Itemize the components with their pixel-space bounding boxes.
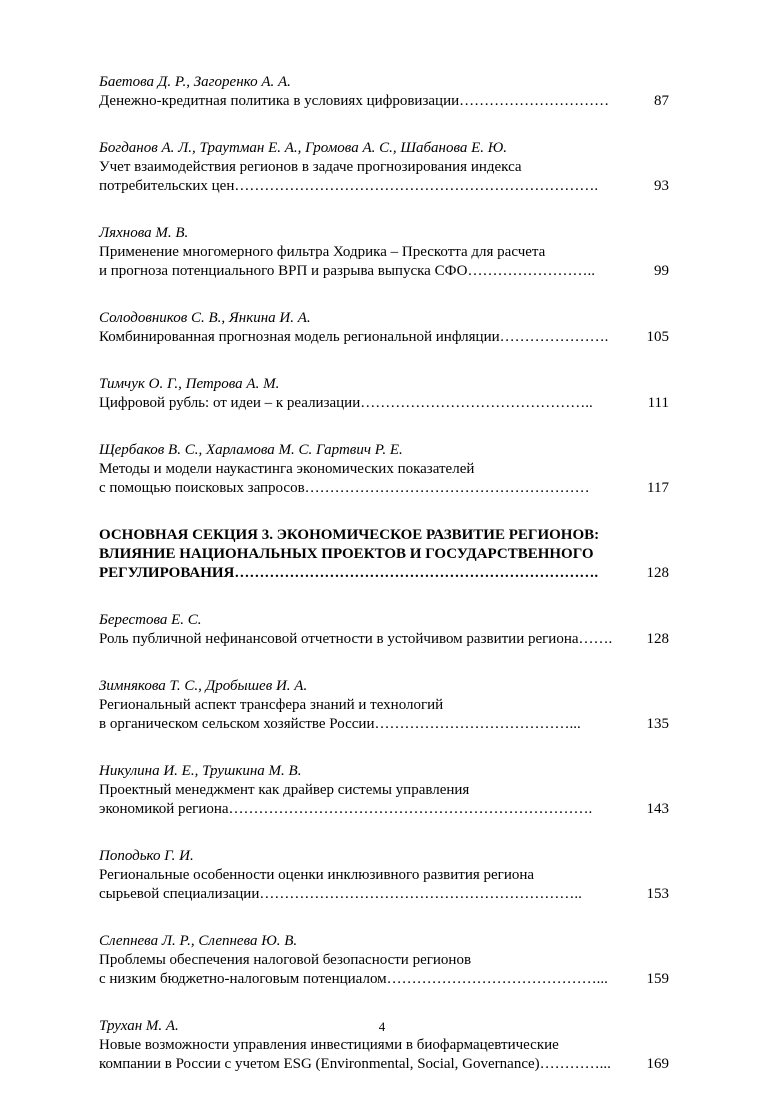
- section-title-line: ВЛИЯНИЕ НАЦИОНАЛЬНЫХ ПРОЕКТОВ И ГОСУДАРСТВЕННОГО: [99, 546, 594, 562]
- entry-authors: Солодовников С. В., Янкина И. А.: [99, 310, 311, 326]
- entry-title-line[interactable]: [99, 92, 669, 111]
- entry-title: с низким бюджетно-налоговым потенциалом……………………………………...: [99, 971, 608, 987]
- toc-entry: [99, 441, 669, 498]
- entry-authors: Трухан М. А.: [99, 1018, 179, 1034]
- toc-entry: [99, 375, 669, 413]
- entry-page-number: 111: [647, 395, 669, 411]
- toc-entry: [99, 677, 669, 734]
- entry-page-number: 93: [654, 178, 669, 194]
- entry-title: с помощью поисковых запросов…………………………………………………: [99, 480, 590, 496]
- entry-authors: Зимнякова Т. С., Дробышев И. А.: [99, 678, 308, 694]
- toc-entry: [99, 139, 669, 196]
- entry-title: компании в России с учетом ESG (Environmental, Social, Governance)…………...: [99, 1056, 611, 1072]
- entry-title-line[interactable]: [99, 715, 669, 734]
- toc-entry: [99, 309, 669, 347]
- entry-authors: Берестова Е. С.: [99, 612, 202, 628]
- entry-authors: Баетова Д. Р., Загоренко А. А.: [99, 74, 291, 90]
- toc-entry: [99, 847, 669, 904]
- toc-entry: [99, 611, 669, 649]
- entry-authors: Слепнева Л. Р., Слепнева Ю. В.: [99, 933, 298, 949]
- entry-title-line[interactable]: [99, 1055, 669, 1074]
- entry-authors: Поподько Г. И.: [99, 848, 194, 864]
- toc-entry: [99, 224, 669, 281]
- entry-title: Цифровой рубль: от идеи – к реализации………………………………………..: [99, 395, 593, 411]
- toc-entry: [99, 762, 669, 819]
- entry-page-number: 153: [646, 886, 669, 902]
- table-of-contents: [99, 73, 669, 1102]
- entry-title: в органическом сельском хозяйстве России…………………………………...: [99, 716, 581, 732]
- entry-title: Комбинированная прогнозная модель региональной инфляции………………….: [99, 329, 609, 345]
- entry-title: Роль публичной нефинансовой отчетности в устойчивом развитии региона…….: [99, 631, 613, 647]
- entry-title: потребительских цен……………………………………………………………….: [99, 178, 599, 194]
- page-number: 4: [378, 1019, 386, 1034]
- entry-title-line[interactable]: [99, 394, 669, 413]
- entry-title-line: Применение многомерного фильтра Ходрика – Прескотта для расчета: [99, 244, 546, 260]
- entry-page-number: 135: [646, 716, 669, 732]
- section-page-number: 128: [646, 565, 669, 581]
- entry-page-number: 87: [654, 93, 669, 109]
- entry-title: сырьевой специализации………………………………………………………..: [99, 886, 582, 902]
- entry-title-line[interactable]: [99, 479, 669, 498]
- entry-title-line[interactable]: [99, 885, 669, 904]
- entry-page-number: 105: [646, 329, 669, 345]
- entry-title-line: Новые возможности управления инвестициями в биофармацевтические: [99, 1037, 559, 1053]
- entry-title: и прогноза потенциального ВРП и разрыва выпуска СФО……………………..: [99, 263, 595, 279]
- entry-title-line: Региональный аспект трансфера знаний и технологий: [99, 697, 444, 713]
- entry-page-number: 117: [647, 480, 669, 496]
- section-title-line[interactable]: [99, 564, 669, 583]
- toc-entry: [99, 932, 669, 989]
- toc-entry: [99, 73, 669, 111]
- entry-title-line: Проблемы обеспечения налоговой безопасности регионов: [99, 952, 472, 968]
- section-heading: [99, 526, 669, 583]
- entry-authors: Никулина И. Е., Трушкина М. В.: [99, 763, 302, 779]
- entry-title-line: Проектный менеджмент как драйвер системы управления: [99, 782, 470, 798]
- entry-title: экономикой региона……………………………………………………………….: [99, 801, 593, 817]
- entry-authors: Ляхнова М. В.: [99, 225, 189, 241]
- entry-title-line[interactable]: [99, 262, 669, 281]
- entry-page-number: 128: [646, 631, 669, 647]
- entry-title-line[interactable]: [99, 970, 669, 989]
- entry-authors: Богданов А. Л., Траутман Е. А., Громова А. С., Шабанова Е. Ю.: [99, 140, 508, 156]
- entry-page-number: 99: [654, 263, 669, 279]
- entry-page-number: 159: [646, 971, 669, 987]
- entry-title-line[interactable]: [99, 800, 669, 819]
- entry-authors: Щербаков В. С., Харламова М. С. Гартвич Р. Е.: [99, 442, 403, 458]
- entry-title-line[interactable]: [99, 177, 669, 196]
- section-title: РЕГУЛИРОВАНИЯ……………………………………………………………….: [99, 565, 599, 581]
- entry-title-line: Региональные особенности оценки инклюзивного развития региона: [99, 867, 535, 883]
- entry-page-number: 143: [646, 801, 669, 817]
- entry-title-line[interactable]: [99, 630, 669, 649]
- entry-authors: Тимчук О. Г., Петрова А. М.: [99, 376, 280, 392]
- entry-title-line: Методы и модели наукастинга экономических показателей: [99, 461, 475, 477]
- section-title-line: ОСНОВНАЯ СЕКЦИЯ 3. ЭКОНОМИЧЕСКОЕ РАЗВИТИЕ РЕГИОНОВ:: [99, 527, 600, 543]
- entry-title: Денежно-кредитная политика в условиях цифровизации…………………………: [99, 93, 610, 109]
- entry-title-line[interactable]: [99, 328, 669, 347]
- entry-page-number: 169: [646, 1056, 669, 1072]
- entry-title-line: Учет взаимодействия регионов в задаче прогнозирования индекса: [99, 159, 522, 175]
